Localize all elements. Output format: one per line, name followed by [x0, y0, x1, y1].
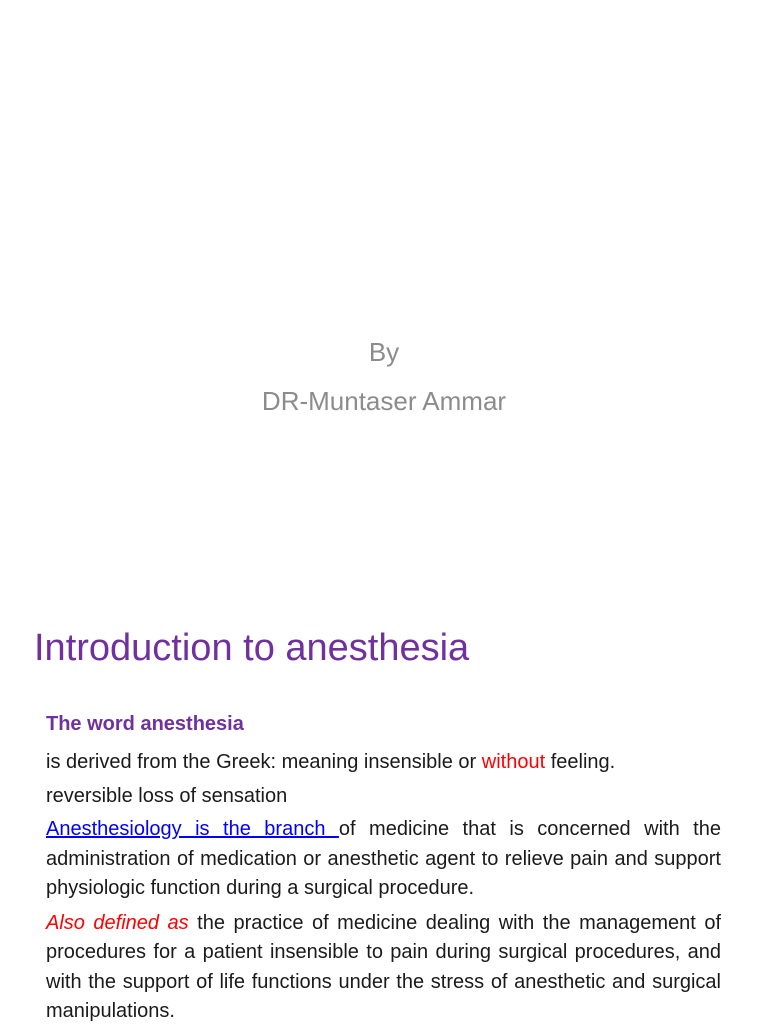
definition-text: is derived from the Greek: meaning insensible or	[46, 751, 482, 773]
slide-body	[46, 710, 721, 1027]
slide-title: Introduction to anesthesia	[34, 627, 470, 669]
also-defined-lead: Also defined as	[46, 911, 189, 934]
anesthesiology-paragraph	[46, 815, 721, 904]
also-defined-text: the practice of medicine dealing with the management of procedures for a patient insensible to pain during surgical procedures, and with the support of life functions under the stress of anesthetic and surgical manipulations.	[46, 911, 721, 1022]
definition-end: feeling.	[545, 751, 616, 773]
by-label: By	[368, 337, 400, 367]
author-name: DR-Muntaser Ammar	[261, 386, 507, 416]
sensation-line: reversible loss of sensation	[46, 785, 288, 807]
definition-line	[46, 747, 721, 781]
without-highlight: without	[481, 751, 546, 773]
also-defined-paragraph	[46, 909, 721, 1027]
content-slide	[0, 590, 768, 1024]
anesthesiology-link[interactable]: Anesthesiology is the branch	[46, 818, 339, 840]
anesthesiology-text: of medicine that is concerned with the administration of medication or anesthetic agent to relieve pain and support physiologic function during a surgical procedure.	[46, 818, 721, 899]
section-heading: The word anesthesia	[46, 713, 244, 735]
